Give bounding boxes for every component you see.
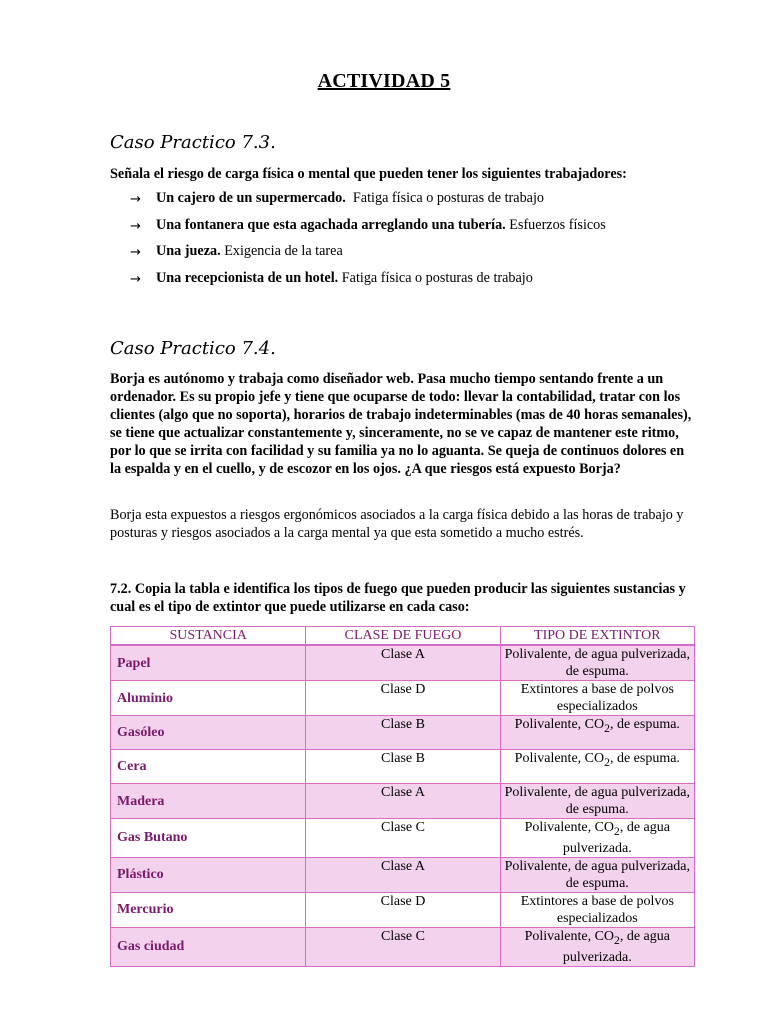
case-7-3-heading: Caso Practico 7.3.: [110, 132, 276, 153]
table-row: [111, 927, 695, 966]
case-7-4-answer: Borja esta expuestos a riesgos ergonómicos asociados a la carga física debido a las horas de trabajo y posturas y riesgos asociados a la carga mental ya que esta sometido a mucho estrés.: [110, 507, 684, 541]
list-item: [130, 190, 606, 217]
page-title: ACTIVIDAD 5: [317, 70, 451, 92]
cell-clase-de-fuego: Clase C: [306, 819, 500, 858]
cell-sustancia: Aluminio: [111, 681, 306, 716]
risk-label: Esfuerzos físicos: [509, 216, 606, 233]
list-item: [130, 243, 606, 270]
table-row: [111, 750, 695, 784]
cell-tipo-de-extintor: Polivalente, de agua pulverizada, de espuma.: [500, 784, 694, 819]
cell-sustancia: Gas ciudad: [111, 927, 306, 966]
table-row: [111, 716, 695, 750]
arrow-right-icon: →: [130, 245, 141, 260]
table-row: [111, 681, 695, 716]
cell-clase-de-fuego: Clase A: [306, 784, 500, 819]
arrow-right-icon: →: [130, 192, 141, 207]
cell-tipo-de-extintor: Polivalente, $CO_2$, de espuma.: [500, 750, 694, 784]
risk-label: Fatiga física o posturas de trabajo: [352, 190, 545, 206]
cell-clase-de-fuego: Clase B: [306, 716, 500, 750]
list-item: [130, 217, 606, 244]
cell-clase-de-fuego: Clase D: [306, 892, 500, 927]
cell-clase-de-fuego: Clase D: [306, 681, 500, 716]
cell-tipo-de-extintor: Polivalente, $CO_2$, de agua pulverizada.: [500, 927, 694, 966]
worker-label: Una jueza.: [156, 243, 221, 259]
table-row: [111, 784, 695, 819]
worker-label: Un cajero de un supermercado.: [156, 190, 346, 206]
section-7-2-question: 7.2. Copia la tabla e identifica los tipos de fuego que pueden producir las siguientes sustancias y cual es el tipo de extintor que puede utilizarse en cada caso:: [110, 581, 686, 615]
cell-clase-de-fuego: Clase C: [306, 927, 500, 966]
cell-tipo-de-extintor: Polivalente, de agua pulverizada, de espuma.: [500, 645, 694, 681]
fire-extinguisher-table: [110, 626, 695, 967]
cell-tipo-de-extintor: Polivalente, $CO_2$, de espuma.: [500, 716, 694, 750]
cell-sustancia: Madera: [111, 784, 306, 819]
cell-tipo-de-extintor: Polivalente, de agua pulverizada, de espuma.: [500, 857, 694, 892]
cell-sustancia: Plástico: [111, 857, 306, 892]
list-item: [130, 270, 606, 297]
cell-sustancia: Gasóleo: [111, 716, 306, 750]
arrow-right-icon: →: [130, 218, 141, 234]
case-7-3-question: Señala el riesgo de carga física o mental que pueden tener los siguientes trabajadores:: [110, 166, 627, 182]
header-tipo-de-extintor: TIPO DE EXTINTOR: [500, 627, 694, 646]
cell-sustancia: Mercurio: [111, 892, 306, 927]
cell-sustancia: Cera: [111, 750, 306, 784]
cell-tipo-de-extintor: Polivalente, $CO_2$, de agua pulverizada.: [500, 819, 694, 858]
case-7-3-list: [130, 190, 606, 296]
arrow-right-icon: →: [130, 271, 141, 287]
cell-tipo-de-extintor: Extintores a base de polvos especializados: [500, 681, 694, 716]
cell-clase-de-fuego: Clase B: [306, 750, 500, 784]
risk-label: Fatiga física o posturas de trabajo: [341, 269, 533, 286]
case-7-4-question: Borja es autónomo y trabaja como diseñador web. Pasa mucho tiempo sentando frente a un ordenador. Es su propio jefe y tiene que ocuparse de todo: llevar la contabilidad, tratar con los clientes (algo que no soporta), horarios de trabajo indeterminables (mas de 40 horas semanales), se tiene que actualizar constantemente y, sinceramente, no se ve capaz de mantener este ritmo, por lo que se irrita con facilidad y su familia ya no lo aguanta. Se queja de continuos dolores en la espalda y en el cuello, y de escozor en los ojos. ¿A que riesgos está expuesto Borja?: [110, 371, 692, 477]
cell-sustancia: Gas Butano: [111, 819, 306, 858]
table-row: [111, 819, 695, 858]
cell-clase-de-fuego: Clase A: [306, 857, 500, 892]
table-row: [111, 892, 695, 927]
case-7-4-heading: Caso Practico 7.4.: [110, 338, 276, 359]
header-clase-de-fuego: CLASE DE FUEGO: [306, 627, 500, 646]
table-row: [111, 857, 695, 892]
header-sustancia: SUSTANCIA: [111, 627, 306, 646]
worker-label: Una fontanera que esta agachada arreglando una tubería.: [156, 216, 506, 233]
cell-clase-de-fuego: Clase A: [306, 645, 500, 681]
worker-label: Una recepcionista de un hotel.: [156, 269, 339, 286]
cell-tipo-de-extintor: Extintores a base de polvos especializados: [500, 892, 694, 927]
risk-label: Exigencia de la tarea: [224, 243, 343, 259]
cell-sustancia: Papel: [111, 645, 306, 681]
table-row: [111, 645, 695, 681]
table-header-row: [111, 627, 695, 646]
